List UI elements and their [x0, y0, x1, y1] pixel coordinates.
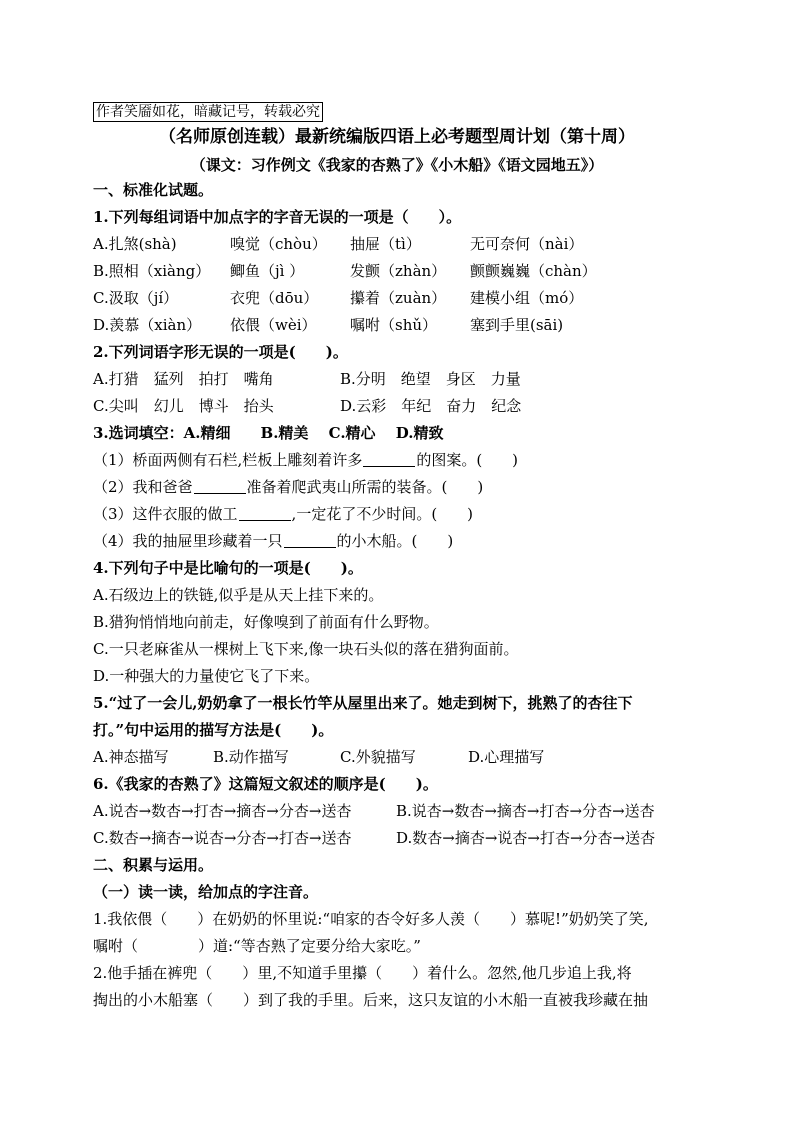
q1-d-3: 嘱咐（shǔ）: [350, 316, 438, 334]
q3-item-3: [93, 504, 473, 524]
q1-d-4: 塞到手里(sāi): [470, 316, 564, 334]
q3-item-3-before: （3）这件衣服的做工: [93, 505, 238, 523]
q1-b-4: 颤颤巍巍（chàn）: [470, 262, 597, 280]
q4-stem: 4.下列句子中是比喻句的一项是( )。: [93, 559, 363, 577]
q6-option-a: A.说杏→数杏→打杏→摘杏→分杏→送杏: [93, 802, 352, 820]
q6-option-d: D.数杏→摘杏→说杏→打杏→分杏→送杏: [396, 829, 656, 847]
page-subtitle: （课文：习作例文《我家的杏熟了》《小木船》《语文园地五》）: [190, 156, 604, 174]
q5-stem-line-1: 5.“过了一会儿,奶奶拿了一根长竹竿从屋里出来了。她走到树下，挑熟了的杏往下: [93, 694, 633, 712]
q1-stem: 1.下列每组词语中加点字的字音无误的一项是（ ）。: [93, 208, 462, 226]
q5-option-c: C.外貌描写: [340, 748, 416, 766]
page-title: （名师原创连载）最新统编版四语上必考题型周计划（第十周）: [159, 127, 635, 147]
q3-item-2: [93, 477, 483, 497]
q3-item-4: [93, 531, 453, 551]
q4-option-d: D.一种强大的力量使它飞了下来。: [93, 667, 320, 685]
q3-item-2-before: （2）我和爸爸: [93, 478, 193, 496]
q3-stem: 3.选词填空：A.精细 B.精美 C.精心 D.精致: [93, 424, 444, 442]
q1-a-2: 嗅觉（chòu）: [230, 235, 327, 253]
fill-blank[interactable]: [194, 479, 246, 494]
q5-option-a: A.神态描写: [93, 748, 169, 766]
section-2-heading: 二、积累与运用。: [93, 856, 214, 874]
q3-item-4-after: 的小木船。( ): [336, 532, 454, 550]
passage-1-line-1: 1.我依偎（ ）在奶奶的怀里说:“咱家的杏令好多人羡（ ）慕呢!”奶奶笑了笑,: [93, 910, 649, 928]
watermark-box: 作者笑靥如花，暗藏记号，转载必究: [93, 102, 323, 122]
q4-option-b: B.猎狗悄悄地向前走，好像嗅到了前面有什么野物。: [93, 613, 439, 631]
q3-item-4-before: （4）我的抽屉里珍藏着一只: [93, 532, 283, 550]
q1-d-2: 依偎（wèi）: [230, 316, 317, 334]
q3-item-2-after: 准备着爬武夷山所需的装备。( ): [246, 478, 484, 496]
q1-a-4: 无可奈何（nài）: [470, 235, 584, 253]
q1-a-3: 抽屉（tì）: [350, 235, 421, 253]
q1-b-1: B.照相（xiàng）: [93, 262, 211, 280]
q2-option-b: B.分明 绝望 身区 力量: [340, 370, 521, 388]
q2-option-c: C.尖叫 幻儿 博斗 抬头: [93, 397, 274, 415]
passage-2-line-2: 掏出的小木船塞（ ）到了我的手里。后来，这只友谊的小木船一直被我珍藏在抽: [93, 991, 649, 1009]
fill-blank[interactable]: [239, 506, 291, 521]
q3-item-1-after: 的图案。( ): [416, 451, 519, 469]
q4-option-c: C.一只老麻雀从一棵树上飞下来,像一块石头似的落在猎狗面前。: [93, 640, 519, 658]
q1-c-1: C.汲取（jí）: [93, 289, 179, 307]
q6-stem: 6.《我家的杏熟了》这篇短文叙述的顺序是( )。: [93, 775, 438, 793]
fill-blank[interactable]: [363, 452, 415, 467]
passage-1-line-2: 嘱咐（ ）道:“等杏熟了定要分给大家吃。”: [93, 937, 421, 955]
q5-option-b: B.动作描写: [213, 748, 289, 766]
q2-option-d: D.云彩 年纪 奋力 纪念: [340, 397, 522, 415]
q2-stem: 2.下列词语字形无误的一项是( )。: [93, 343, 348, 361]
passage-2-line-1: 2.他手插在裤兜（ ）里,不知道手里攥（ ）着什么。忽然,他几步追上我,将: [93, 964, 632, 982]
q1-c-2: 衣兜（dōu）: [230, 289, 319, 307]
q1-c-4: 建模小组（mó）: [470, 289, 584, 307]
section-1-heading: 一、标准化试题。: [93, 181, 214, 199]
q4-option-a: A.石级边上的铁链,似乎是从天上挂下来的。: [93, 586, 384, 604]
q3-item-1: [93, 450, 518, 470]
q1-c-3: 攥着（zuàn）: [350, 289, 447, 307]
q5-stem-line-2: 打。”句中运用的描写方法是( )。: [93, 721, 334, 739]
fill-blank[interactable]: [284, 533, 336, 548]
q1-b-3: 发颤（zhàn）: [350, 262, 447, 280]
q2-option-a: A.打猎 猛列 拍打 嘴角: [93, 370, 274, 388]
q6-option-b: B.说杏→数杏→摘杏→打杏→分杏→送杏: [396, 802, 655, 820]
q1-b-2: 鲫鱼（jì ）: [230, 262, 305, 280]
q1-d-1: D.羡慕（xiàn）: [93, 316, 202, 334]
q1-a-1: A.扎煞(shà): [93, 235, 177, 253]
q3-item-3-after: ,一定花了不少时间。( ): [291, 505, 474, 523]
q3-item-1-before: （1）桥面两侧有石栏,栏板上雕刻着许多: [93, 451, 363, 469]
part-1-heading: （一）读一读，给加点的字注音。: [93, 883, 319, 901]
q5-option-d: D.心理描写: [468, 748, 545, 766]
q6-option-c: C.数杏→摘杏→说杏→分杏→打杏→送杏: [93, 829, 352, 847]
